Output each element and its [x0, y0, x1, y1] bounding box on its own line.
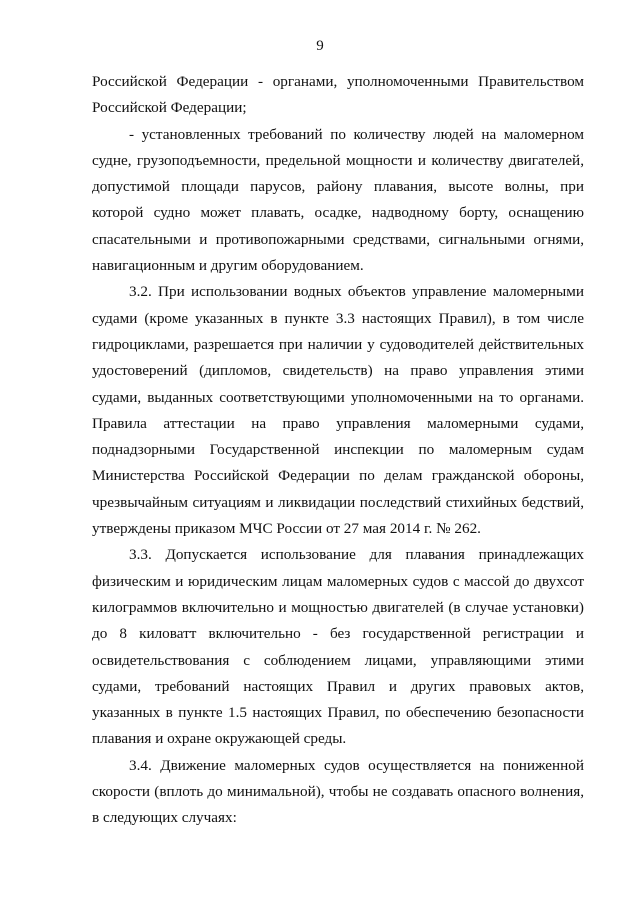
text-line: утверждены приказом МЧС России от 27 мая 2014 г. № 262. [92, 520, 481, 538]
paragraph [92, 69, 584, 122]
text-line: - установленных требований по количеству людей на маломерном [129, 125, 584, 143]
text-line: до 8 киловатт включительно - без государственной регистрации и [92, 625, 584, 643]
document-body [92, 69, 584, 832]
text-line: Правила аттестации на право управления маломерными судами, [92, 414, 584, 432]
text-line: спасательными и противопожарными средствами, сигнальными огнями, [92, 230, 584, 248]
text-line: допустимой площади парусов, району плавания, высоте волны, при [92, 178, 584, 196]
text-line: гидроциклами, разрешается при наличии у судоводителей действительных [92, 335, 584, 353]
text-line: 3.4. Движение маломерных судов осуществляется на пониженной [129, 756, 584, 774]
text-line: 3.3. Допускается использование для плавания принадлежащих [129, 546, 584, 564]
text-line: которой судно может плавать, осадке, надводному борту, оснащению [92, 204, 584, 222]
paragraph [92, 542, 584, 752]
text-line: чрезвычайным ситуациям и ликвидации последствий стихийных бедствий, [92, 493, 584, 511]
paragraph [92, 279, 584, 542]
text-line: судами, требований настоящих Правил и других правовых актов, [92, 677, 584, 695]
text-line: Российской Федерации; [92, 99, 247, 117]
text-line: Министерства Российской Федерации по делам гражданской обороны, [92, 467, 584, 485]
text-line: в следующих случаях: [92, 809, 237, 827]
text-line: Российской Федерации - органами, уполномоченными Правительством [92, 73, 584, 90]
text-line: килограммов включительно и мощностью двигателей (в случае установки) [92, 598, 584, 616]
text-line: 3.2. При использовании водных объектов управление маломерными [129, 283, 584, 301]
text-line: поднадзорными Государственной инспекции по маломерным судам [92, 441, 584, 459]
text-line: судне, грузоподъемности, предельной мощности и количеству двигателей, [92, 151, 584, 169]
text-line: скорости (вплоть до минимальной), чтобы не создавать опасного волнения, [92, 783, 584, 801]
text-line: удостоверений (дипломов, свидетельств) на право управления этими [92, 362, 584, 380]
text-line: плавания и охране окружающей среды. [92, 730, 347, 748]
text-line: указанных в пункте 1.5 настоящих Правил, по обеспечению безопасности [92, 704, 584, 722]
text-line: физическим и юридическим лицам маломерных судов с массой до двухсот [92, 572, 584, 590]
text-line: судами (кроме указанных в пункте 3.3 настоящих Правил), в том числе [92, 309, 584, 327]
page-number: 9 [316, 38, 324, 54]
text-line: судами, выданных соответствующими уполномоченными на то органами. [92, 388, 584, 406]
paragraph [92, 753, 584, 832]
paragraph [92, 122, 584, 280]
text-line: освидетельствования с соблюдением лицами, управляющими этими [92, 651, 584, 669]
text-line: навигационным и другим оборудованием. [92, 257, 364, 275]
